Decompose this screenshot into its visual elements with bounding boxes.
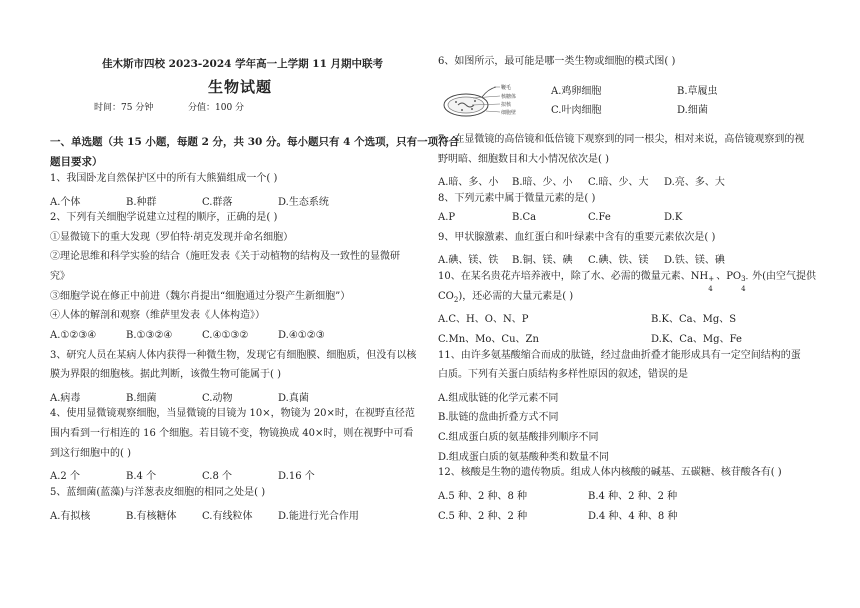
q6-option-b: B.草履虫 [677, 86, 718, 97]
q5-stem: 5、蓝细菌(蓝藻)与洋葱表皮细胞的相同之处是( ) [50, 487, 266, 498]
q2-statement-1: ①显微镜下的重大发现（罗伯特·胡克发现并命名细胞） [50, 232, 294, 243]
exam-score: 分值：100 分 [188, 103, 245, 113]
school-header: 佳木斯市四校 2023-2024 学年高一上学期 11 月期中联考 [102, 58, 384, 70]
q1-option-c: C.群落 [202, 197, 233, 208]
q3-option-d: D.真菌 [278, 393, 309, 404]
q10-option-d: D.K、Ca、Mg、Fe [651, 334, 742, 345]
q5-option-c: C.有线粒体 [202, 511, 253, 522]
q11-option-b: B.肽链的盘曲折叠方式不同 [438, 412, 559, 423]
q4-option-d: D.16 个 [278, 471, 315, 482]
q1-option-d: D.生态系统 [278, 197, 329, 208]
q3-stem-cont: 膜为界限的细胞核。据此判断，该微生物可能属于( ) [50, 369, 281, 380]
q6-stem: 6、如图所示，最可能是哪一类生物或细胞的模式图( ) [438, 56, 676, 67]
q1-option-a: A.个体 [50, 197, 81, 208]
q9-option-d: D.铁、镁、碘 [664, 255, 725, 266]
q7-option-a: A.暗、多、小 [438, 177, 499, 188]
q9-option-a: A.碘、镁、铁 [438, 255, 499, 266]
q2-stem: 2、下列有关细胞学说建立过程的顺序，正确的是( ) [50, 212, 278, 223]
q5-option-d: D.能进行光合作用 [278, 511, 359, 522]
q1-stem: 1、我国卧龙自然保护区中的所有大熊猫组成一个( ) [50, 173, 278, 184]
q8-option-b: B.Ca [512, 212, 537, 223]
q10-stem-cont: $CO_2$)，还必需的大量元素是( ) [438, 291, 574, 304]
q10-option-a: A.C、H、O、N、P [438, 314, 529, 325]
q8-option-a: A.P [438, 212, 456, 223]
q7-stem-cont: 野明暗、细胞数目和大小情况依次是( ) [438, 154, 609, 165]
q7-option-b: B.暗、少、小 [512, 177, 573, 188]
label-cell-wall: 细胞壁 [501, 110, 517, 116]
q12-option-d: D.4 种、4 种、8 种 [588, 511, 678, 522]
label-ribosome: 核糖体 [501, 94, 517, 100]
q2-statement-2-cont: 究》 [50, 271, 70, 282]
q11-option-c: C.组成蛋白质的氨基酸排列顺序不同 [438, 432, 599, 443]
q7-option-c: C.暗、少、大 [588, 177, 649, 188]
q9-option-c: C.碘、铁、镁 [588, 255, 649, 266]
label-flagellum: 鞭毛 [501, 85, 512, 91]
q11-stem-cont: 白质。下列有关蛋白质结构多样性原因的叙述，错误的是 [438, 369, 688, 380]
q10-option-c: C.Mn、Mo、Cu、Zn [438, 334, 539, 345]
q4-stem: 4、使用显微镜观察细胞，当显微镜的目镜为 10×，物镜为 20×时，在视野直径范 [50, 408, 415, 419]
q10-option-b: B.K、Ca、Mg、S [651, 314, 737, 325]
q10-stem: 10、在某名贵花卉培养液中，除了水、必需的微量元素、NH + 4 、PO 3- 4 外(由空气提供 [438, 271, 817, 293]
q7-stem: 7、在显微镜的高倍镜和低倍镜下观察到的同一根尖，相对来说，高倍镜观察到的视 [438, 134, 805, 145]
q2-option-a: A.①②③④ [50, 330, 97, 341]
q12-option-b: B.4 种、2 种、2 种 [588, 491, 678, 502]
section-heading-cont: 题目要求） [50, 156, 103, 168]
q7-option-d: D.亮、多、大 [664, 177, 725, 188]
q11-stem: 11、由许多氨基酸缩合而成的肽链，经过盘曲折叠才能形成具有一定空间结构的蛋 [438, 350, 801, 361]
bacterium-diagram [442, 81, 520, 119]
q3-option-a: A.病毒 [50, 393, 81, 404]
q2-option-b: B.①③②④ [126, 330, 173, 341]
exam-time: 时间：75 分钟 [94, 103, 154, 113]
q1-option-b: B.种群 [126, 197, 157, 208]
q3-option-c: C.动物 [202, 393, 233, 404]
q2-statement-3: ③细胞学说在修正中前进（魏尔肖提出“细胞通过分裂产生新细胞”） [50, 291, 351, 302]
q4-stem-cont2: 到这行细胞中的( ) [50, 448, 131, 459]
q3-option-b: B.细菌 [126, 393, 157, 404]
section-heading: 一、单选题（共 15 小题，每题 2 分，共 30 分。每小题只有 4 个选项，只有一项符合 [50, 136, 460, 148]
q4-stem-cont: 围内看到一行相连的 16 个细胞。若目镜不变，物镜换成 40×时，则在视野中可看 [50, 428, 414, 439]
q4-option-c: C.8 个 [202, 471, 233, 482]
q9-stem: 9、甲状腺激素、血红蛋白和叶绿素中含有的重要元素依次是( ) [438, 232, 716, 243]
q11-option-a: A.组成肽链的化学元素不同 [438, 393, 559, 404]
q2-option-c: C.④①③② [202, 330, 249, 341]
q2-statement-2: ②理论思维和科学实验的结合（施旺发表《关于动植物的结构及一致性的显微研 [50, 251, 400, 262]
q12-stem: 12、核酸是生物的遗传物质。组成人体内核酸的碱基、五碳糖、核苷酸各有( ) [438, 467, 782, 478]
q4-option-b: B.4 个 [126, 471, 157, 482]
q12-option-c: C.5 种、2 种、2 种 [438, 511, 528, 522]
q6-option-a: A.鸡卵细胞 [551, 86, 602, 97]
q8-option-d: D.K [664, 212, 683, 223]
page-title: 生物试题 [208, 78, 273, 96]
q5-option-a: A.有拟核 [50, 511, 91, 522]
q6-option-c: C.叶肉细胞 [551, 105, 602, 116]
q2-statement-4: ④人体的解剖和观察（维萨里发表《人体构造》） [50, 310, 265, 321]
q8-stem: 8、下列元素中属于微量元素的是( ) [438, 193, 596, 204]
q11-option-d: D.组成蛋白质的氨基酸种类和数量不同 [438, 452, 609, 463]
q2-option-d: D.④①②③ [278, 330, 325, 341]
q9-option-b: B.铜、镁、碘 [512, 255, 573, 266]
q5-option-b: B.有核糖体 [126, 511, 177, 522]
q6-option-d: D.细菌 [677, 105, 708, 116]
q8-option-c: C.Fe [588, 212, 611, 223]
label-nucleoid: 拟核 [501, 102, 512, 108]
q12-option-a: A.5 种、2 种、8 种 [438, 491, 528, 502]
q4-option-a: A.2 个 [50, 471, 80, 482]
flagellum-shape [482, 87, 496, 97]
q3-stem: 3、研究人员在某病人体内获得一种微生物，发现它有细胞膜、细胞质，但没有以核 [50, 350, 417, 361]
